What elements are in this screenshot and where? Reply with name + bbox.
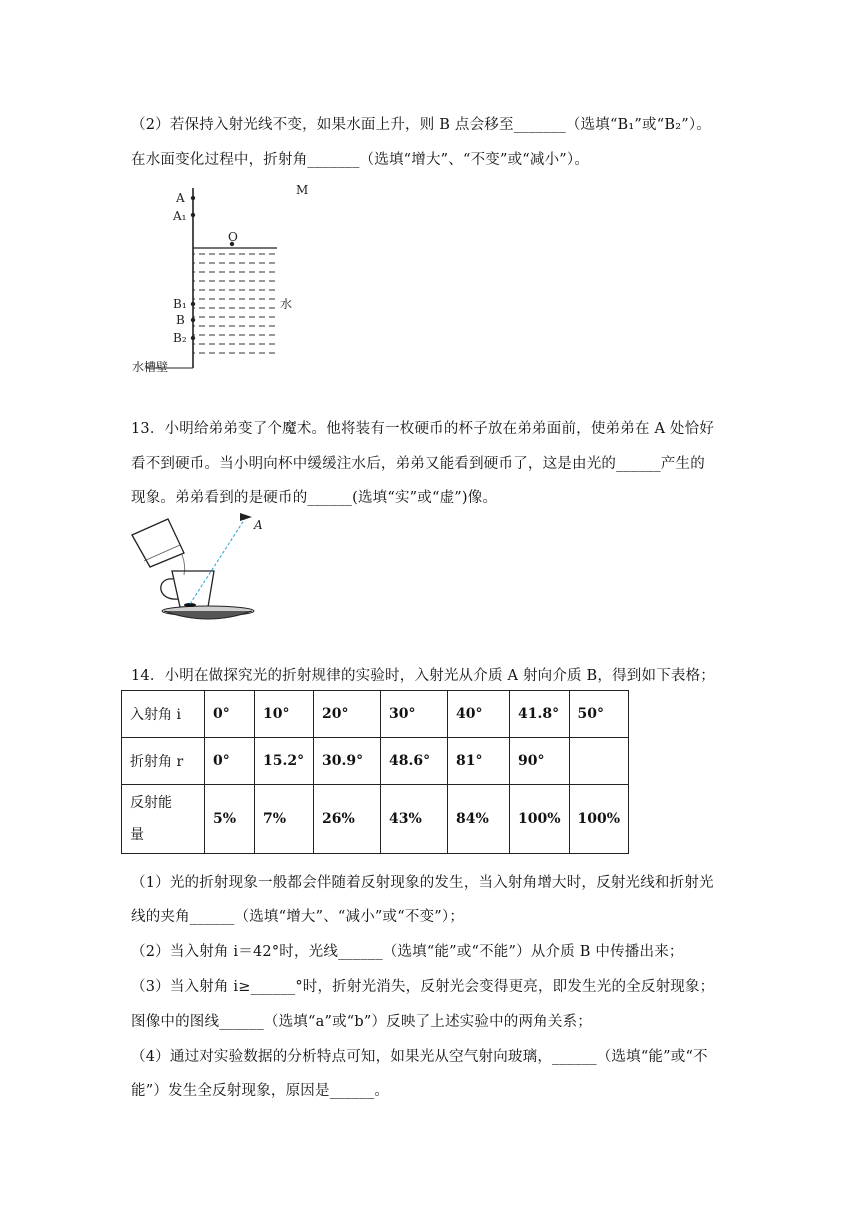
q14-intro: 14．小明在做探究光的折射规律的实验时，入射光从介质 A 射向介质 B，得到如下表格；: [131, 668, 716, 684]
row-header-refraction: 折射角 r: [122, 738, 205, 785]
table-cell: 50°: [569, 691, 629, 738]
q14-p2: （2）当入射角 i＝42°时，光线______（选填“能”或“不能”）从介质 B 中传播出来；: [131, 944, 684, 960]
table-cell: 48.6°: [381, 738, 448, 785]
saucer-base: [164, 611, 252, 619]
q14-p1-line1: （1）光的折射现象一般都会伴随着反射现象的发生，当入射角增大时，反射光线和折射光: [131, 875, 714, 891]
q13-line2: 看不到硬币。当小明向杯中缓缓注水后，弟弟又能看到硬币了，这是由光的______产生的: [131, 456, 705, 472]
glass-water-line: [144, 545, 180, 561]
label-A1: A₁: [173, 209, 187, 223]
label-B: B: [176, 313, 185, 327]
table-cell: 15.2°: [255, 738, 314, 785]
table-row: [122, 785, 629, 854]
table-cell: 5%: [205, 785, 255, 854]
q12-part2-line1: （2）若保持入射光线不变，如果水面上升，则 B 点会移至_______（选填“B₁”或“B₂”）。: [131, 117, 711, 133]
table-cell: 0°: [205, 691, 255, 738]
table-cell: 10°: [255, 691, 314, 738]
table-row: [122, 691, 629, 738]
q14-p1-line2: 线的夹角______（选填“增大”、“减小”或“不变”）；: [131, 909, 465, 925]
q14-p3-line1: （3）当入射角 i≥______°时，折射光消失，反射光会变得更亮，即发生光的全反射现象；: [131, 979, 715, 995]
table-cell: 43%: [381, 785, 448, 854]
label-A-eye: A: [254, 518, 263, 532]
q13-line3: 现象。弟弟看到的是硬币的______(选填“实”或“虚”)像。: [131, 490, 498, 506]
point-A1: [191, 213, 195, 217]
point-B1: [191, 302, 195, 306]
label-tank-wall: 水槽壁: [132, 360, 169, 374]
label-B1: B₁: [173, 297, 187, 311]
sight-line: [190, 517, 246, 604]
water-region: [193, 248, 277, 354]
table-cell: 26%: [314, 785, 381, 854]
label-M: M: [296, 183, 309, 197]
pouring-glass: [132, 519, 184, 567]
label-water: 水: [280, 297, 293, 311]
label-A: A: [176, 191, 185, 205]
water-stream: [182, 555, 185, 575]
table-cell: 30.9°: [314, 738, 381, 785]
table-cell: 20°: [314, 691, 381, 738]
table-cell: 90°: [510, 738, 570, 785]
row-header-reflection: [122, 785, 205, 854]
table-cell: [569, 738, 629, 785]
q14-p4-line2: 能”）发生全反射现象，原因是______。: [131, 1083, 390, 1099]
table-cell: 100%: [510, 785, 570, 854]
point-A: [191, 196, 195, 200]
table-cell: 84%: [448, 785, 510, 854]
point-B2: [191, 336, 195, 340]
table-cell: 40°: [448, 691, 510, 738]
label-O: O: [228, 230, 238, 244]
point-B: [191, 318, 195, 322]
row-header-reflection-l2: 量: [130, 827, 144, 843]
table-row: [122, 738, 629, 785]
refraction-data-table: [121, 690, 629, 854]
eye-icon: [240, 513, 252, 521]
table-cell: 41.8°: [510, 691, 570, 738]
q13-line1: 13．小明给弟弟变了个魔术。他将装有一枚硬币的杯子放在弟弟面前，使弟弟在 A 处恰好: [131, 421, 715, 437]
table-cell: 30°: [381, 691, 448, 738]
q14-p3-line2: 图像中的图线______（选填“a”或“b”）反映了上述实验中的两角关系；: [131, 1014, 592, 1030]
row-header-incidence: 入射角 i: [122, 691, 205, 738]
q12-part2-line2: 在水面变化过程中，折射角_______（选填“增大”、“不变”或“减小”）。: [131, 152, 590, 168]
row-header-reflection-l1: 反射能: [130, 795, 172, 811]
water-tank-figure: [128, 178, 318, 378]
table-cell: 7%: [255, 785, 314, 854]
table-cell: 100%: [569, 785, 629, 854]
label-B2: B₂: [173, 331, 187, 345]
table-cell: 81°: [448, 738, 510, 785]
q14-p4-line1: （4）通过对实验数据的分析特点可知，如果光从空气射向玻璃，______（选填“能”或“不: [131, 1049, 708, 1065]
coin-cup-figure: [128, 505, 268, 625]
table-cell: 0°: [205, 738, 255, 785]
